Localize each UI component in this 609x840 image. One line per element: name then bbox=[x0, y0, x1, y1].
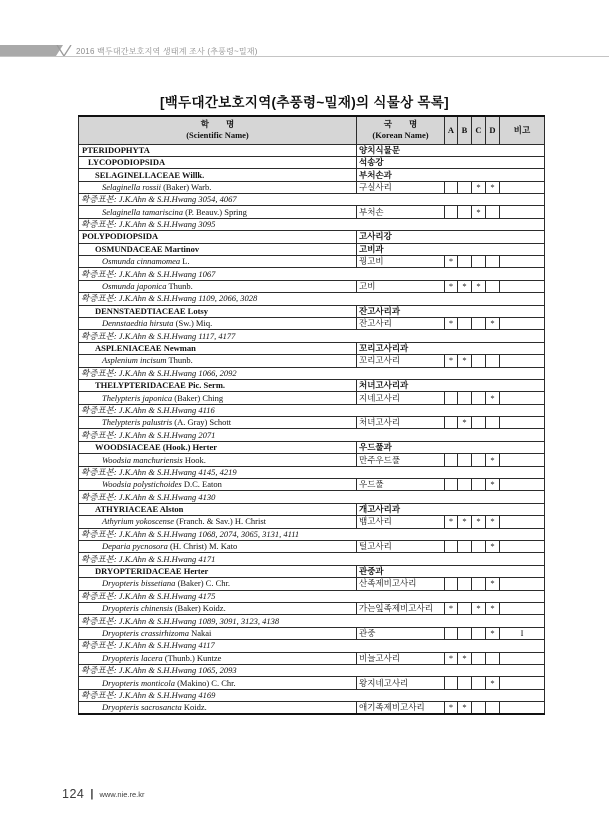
species-korean-name: 비늘고사리 bbox=[357, 652, 445, 664]
table-header bbox=[79, 116, 545, 144]
site-mark-c bbox=[472, 317, 486, 329]
col-korean-name bbox=[357, 116, 445, 144]
voucher-text: 확증표본: J.K.Ahn & S.H.Hwang 4171 bbox=[79, 553, 545, 565]
family-korean-name: 관중과 bbox=[357, 565, 545, 577]
chevron-icon bbox=[56, 45, 72, 56]
species-binomial: Athyrium yokoscense bbox=[102, 516, 174, 527]
family-row bbox=[79, 243, 545, 255]
site-mark-a bbox=[445, 181, 458, 193]
species-korean-name: 처녀고사리 bbox=[357, 417, 445, 429]
species-row bbox=[79, 479, 545, 491]
voucher-text: 확증표본: J.K.Ahn & S.H.Hwang 1067 bbox=[79, 268, 545, 280]
site-mark-d: * bbox=[486, 541, 500, 553]
species-row bbox=[79, 652, 545, 664]
class-korean-name: 석송강 bbox=[357, 156, 545, 168]
division-korean-name: 고사리강 bbox=[357, 231, 545, 243]
family-row bbox=[79, 305, 545, 317]
species-korean-name: 지네고사리 bbox=[357, 392, 445, 404]
note-cell bbox=[500, 578, 545, 590]
site-mark-d bbox=[486, 280, 500, 292]
species-row bbox=[79, 677, 545, 689]
species-authority: (Baker) Koidz. bbox=[174, 603, 226, 614]
site-mark-b bbox=[458, 479, 472, 491]
site-mark-b: * bbox=[458, 355, 472, 367]
species-binomial: Dryopteris crassirhizoma bbox=[102, 627, 189, 638]
voucher-row bbox=[79, 664, 545, 676]
species-authority: Nakai bbox=[191, 627, 212, 638]
species-binomial: Dryopteris sacrosancta bbox=[102, 702, 182, 713]
page-title: [백두대간보호지역(추풍령~밀재)의 식물상 목록] bbox=[160, 95, 449, 110]
species-authority: (Baker) Warb. bbox=[163, 181, 212, 192]
voucher-text: 확증표본: J.K.Ahn & S.H.Hwang 3095 bbox=[79, 218, 545, 230]
species-scientific-name bbox=[79, 627, 357, 639]
family-scientific-name: ATHYRIACEAE Alston bbox=[79, 503, 357, 515]
site-mark-a: * bbox=[445, 602, 458, 614]
species-authority: (H. Christ) M. Kato bbox=[170, 541, 238, 552]
family-korean-name: 꼬리고사리과 bbox=[357, 342, 545, 354]
species-authority: (Makino) C. Chr. bbox=[177, 677, 236, 688]
voucher-row bbox=[79, 640, 545, 652]
site-mark-d: * bbox=[486, 479, 500, 491]
species-scientific-name bbox=[79, 454, 357, 466]
family-scientific-name: THELYPTERIDACEAE Pic. Serm. bbox=[79, 379, 357, 391]
species-scientific-name bbox=[79, 206, 357, 218]
species-authority: (Franch. & Sav.) H. Christ bbox=[176, 516, 266, 527]
site-mark-a: * bbox=[445, 652, 458, 664]
species-authority: (Baker) Ching bbox=[174, 392, 224, 403]
site-mark-b bbox=[458, 181, 472, 193]
class-scientific-name: LYCOPODIOPSIDA bbox=[79, 156, 357, 168]
col-site-d: D bbox=[486, 116, 500, 144]
species-scientific-name bbox=[79, 602, 357, 614]
species-authority: (Baker) C. Chr. bbox=[177, 578, 230, 589]
species-row bbox=[79, 454, 545, 466]
site-mark-a bbox=[445, 206, 458, 218]
voucher-text: 확증표본: J.K.Ahn & S.H.Hwang 4117 bbox=[79, 640, 545, 652]
species-scientific-name bbox=[79, 578, 357, 590]
note-cell bbox=[500, 454, 545, 466]
site-mark-a bbox=[445, 677, 458, 689]
note-cell bbox=[500, 479, 545, 491]
note-cell bbox=[500, 392, 545, 404]
site-mark-c bbox=[472, 256, 486, 268]
voucher-text: 확증표본: J.K.Ahn & S.H.Hwang 3054, 4067 bbox=[79, 194, 545, 206]
species-row bbox=[79, 392, 545, 404]
species-row bbox=[79, 516, 545, 528]
voucher-row bbox=[79, 491, 545, 503]
site-mark-b bbox=[458, 392, 472, 404]
voucher-row bbox=[79, 528, 545, 540]
site-mark-d bbox=[486, 256, 500, 268]
species-binomial: Osmunda cinnamomea bbox=[102, 256, 181, 267]
species-binomial: Selaginella tamariscina bbox=[102, 206, 183, 217]
site-mark-b bbox=[458, 541, 472, 553]
table-body bbox=[79, 144, 545, 714]
voucher-row bbox=[79, 615, 545, 627]
site-mark-a bbox=[445, 479, 458, 491]
species-binomial: Deparia pycnosora bbox=[102, 541, 168, 552]
voucher-text: 확증표본: J.K.Ahn & S.H.Hwang 1109, 2066, 3028 bbox=[79, 293, 545, 305]
voucher-text: 확증표본: J.K.Ahn & S.H.Hwang 4130 bbox=[79, 491, 545, 503]
class-row bbox=[79, 156, 545, 168]
col-site-b: B bbox=[458, 116, 472, 144]
voucher-text: 확증표본: J.K.Ahn & S.H.Hwang 2071 bbox=[79, 429, 545, 441]
site-mark-d bbox=[486, 206, 500, 218]
site-mark-a bbox=[445, 392, 458, 404]
species-korean-name: 산족제비고사리 bbox=[357, 578, 445, 590]
col-scientific-name bbox=[79, 116, 357, 144]
note-cell bbox=[500, 417, 545, 429]
species-korean-name: 구실사리 bbox=[357, 181, 445, 193]
col-scientific-name-en: (Scientific Name) bbox=[186, 130, 249, 141]
col-korean-name-en: (Korean Name) bbox=[372, 130, 429, 141]
site-mark-d bbox=[486, 417, 500, 429]
site-mark-d: * bbox=[486, 677, 500, 689]
site-mark-b: * bbox=[458, 702, 472, 714]
voucher-row bbox=[79, 367, 545, 379]
species-binomial: Dennstaedtia hirsuta bbox=[102, 318, 174, 329]
col-site-a: A bbox=[445, 116, 458, 144]
header-row bbox=[79, 116, 545, 144]
page-footer bbox=[62, 787, 144, 801]
species-authority: (P. Beauv.) Spring bbox=[185, 206, 247, 217]
species-korean-name: 가는잎족제비고사리 bbox=[357, 602, 445, 614]
site-mark-d: * bbox=[486, 516, 500, 528]
site-mark-c bbox=[472, 392, 486, 404]
species-authority: (A. Gray) Schott bbox=[174, 417, 232, 428]
family-scientific-name: DENNSTAEDTIACEAE Lotsy bbox=[79, 305, 357, 317]
site-mark-a: * bbox=[445, 280, 458, 292]
site-mark-a: * bbox=[445, 702, 458, 714]
family-korean-name: 처녀고사리과 bbox=[357, 379, 545, 391]
voucher-row bbox=[79, 466, 545, 478]
site-mark-c: * bbox=[472, 516, 486, 528]
family-row bbox=[79, 503, 545, 515]
note-cell bbox=[500, 677, 545, 689]
species-scientific-name bbox=[79, 256, 357, 268]
division-scientific-name: POLYPODIOPSIDA bbox=[79, 231, 357, 243]
page-number: 124 bbox=[62, 787, 85, 801]
site-mark-c: * bbox=[472, 280, 486, 292]
family-scientific-name: WOODSIACEAE (Hook.) Herter bbox=[79, 441, 357, 453]
site-mark-a: * bbox=[445, 256, 458, 268]
voucher-row bbox=[79, 689, 545, 701]
family-row bbox=[79, 169, 545, 181]
header-rule bbox=[0, 56, 609, 57]
site-mark-c bbox=[472, 541, 486, 553]
species-binomial: Thelypteris japonica bbox=[102, 392, 173, 403]
species-scientific-name bbox=[79, 702, 357, 714]
site-mark-a: * bbox=[445, 355, 458, 367]
note-cell bbox=[500, 602, 545, 614]
species-binomial: Dryopteris lacera bbox=[102, 652, 163, 663]
site-mark-d: * bbox=[486, 602, 500, 614]
species-authority: Koidz. bbox=[183, 702, 207, 713]
species-row bbox=[79, 417, 545, 429]
species-authority: L. bbox=[182, 256, 190, 267]
species-korean-name: 우드풀 bbox=[357, 479, 445, 491]
header-ribbon bbox=[0, 45, 63, 56]
site-mark-c bbox=[472, 454, 486, 466]
site-mark-c bbox=[472, 652, 486, 664]
species-scientific-name bbox=[79, 516, 357, 528]
note-cell bbox=[500, 256, 545, 268]
division-row bbox=[79, 231, 545, 243]
species-korean-name: 애기족제비고사리 bbox=[357, 702, 445, 714]
voucher-text: 확증표본: J.K.Ahn & S.H.Hwang 4169 bbox=[79, 689, 545, 701]
division-korean-name: 양치식물문 bbox=[357, 144, 545, 156]
site-mark-d bbox=[486, 702, 500, 714]
species-scientific-name bbox=[79, 677, 357, 689]
footer-separator: | bbox=[90, 788, 94, 800]
species-row bbox=[79, 280, 545, 292]
site-mark-a bbox=[445, 541, 458, 553]
site-mark-c: * bbox=[472, 181, 486, 193]
species-binomial: Osmunda japonica bbox=[102, 281, 167, 292]
site-mark-d bbox=[486, 652, 500, 664]
site-mark-d: * bbox=[486, 578, 500, 590]
voucher-row bbox=[79, 194, 545, 206]
species-binomial: Selaginella rossii bbox=[102, 181, 161, 192]
site-mark-b bbox=[458, 454, 472, 466]
site-mark-b bbox=[458, 627, 472, 639]
voucher-text: 확증표본: J.K.Ahn & S.H.Hwang 4116 bbox=[79, 404, 545, 416]
site-mark-a: * bbox=[445, 317, 458, 329]
voucher-text: 확증표본: J.K.Ahn & S.H.Hwang 1068, 2074, 3065, 3131, 4111 bbox=[79, 528, 545, 540]
family-scientific-name: ASPLENIACEAE Newman bbox=[79, 342, 357, 354]
voucher-text: 확증표본: J.K.Ahn & S.H.Hwang 4175 bbox=[79, 590, 545, 602]
note-cell: I bbox=[500, 627, 545, 639]
voucher-row bbox=[79, 429, 545, 441]
species-authority: (Thunb.) Kuntze bbox=[164, 652, 222, 663]
site-mark-d: * bbox=[486, 317, 500, 329]
voucher-row bbox=[79, 330, 545, 342]
site-mark-a bbox=[445, 578, 458, 590]
species-scientific-name bbox=[79, 280, 357, 292]
col-scientific-name-kr: 학 명 bbox=[200, 119, 235, 130]
col-korean-name-kr: 국 명 bbox=[383, 119, 418, 130]
species-binomial: Dryopteris bissetiana bbox=[102, 578, 176, 589]
species-scientific-name bbox=[79, 317, 357, 329]
site-mark-b bbox=[458, 578, 472, 590]
voucher-text: 확증표본: J.K.Ahn & S.H.Hwang 1117, 4177 bbox=[79, 330, 545, 342]
species-binomial: Woodsia polystichoides bbox=[102, 479, 182, 490]
site-mark-d: * bbox=[486, 454, 500, 466]
family-scientific-name: OSMUNDACEAE Martinov bbox=[79, 243, 357, 255]
family-korean-name: 부처손과 bbox=[357, 169, 545, 181]
site-mark-b: * bbox=[458, 516, 472, 528]
species-korean-name: 왕지네고사리 bbox=[357, 677, 445, 689]
species-row bbox=[79, 206, 545, 218]
family-korean-name: 우드풀과 bbox=[357, 441, 545, 453]
species-scientific-name bbox=[79, 652, 357, 664]
species-row bbox=[79, 541, 545, 553]
species-scientific-name bbox=[79, 181, 357, 193]
voucher-text: 확증표본: J.K.Ahn & S.H.Hwang 1089, 3091, 3123, 4138 bbox=[79, 615, 545, 627]
species-binomial: Woodsia manchuriensis bbox=[102, 454, 183, 465]
site-mark-c bbox=[472, 479, 486, 491]
species-scientific-name bbox=[79, 479, 357, 491]
site-mark-c bbox=[472, 627, 486, 639]
voucher-row bbox=[79, 553, 545, 565]
voucher-row bbox=[79, 268, 545, 280]
voucher-row bbox=[79, 293, 545, 305]
site-mark-c: * bbox=[472, 206, 486, 218]
family-row bbox=[79, 565, 545, 577]
family-korean-name: 고비과 bbox=[357, 243, 545, 255]
note-cell bbox=[500, 516, 545, 528]
division-scientific-name: PTERIDOPHYTA bbox=[79, 144, 357, 156]
species-korean-name: 털고사리 bbox=[357, 541, 445, 553]
site-mark-a bbox=[445, 454, 458, 466]
note-cell bbox=[500, 317, 545, 329]
site-mark-d: * bbox=[486, 181, 500, 193]
voucher-row bbox=[79, 590, 545, 602]
site-mark-b bbox=[458, 256, 472, 268]
species-korean-name: 꿩고비 bbox=[357, 256, 445, 268]
species-authority: D.C. Eaton bbox=[183, 479, 222, 490]
species-binomial: Dryopteris chinensis bbox=[102, 603, 173, 614]
species-row bbox=[79, 355, 545, 367]
voucher-text: 확증표본: J.K.Ahn & S.H.Hwang 1066, 2092 bbox=[79, 367, 545, 379]
site-mark-b: * bbox=[458, 280, 472, 292]
note-cell bbox=[500, 355, 545, 367]
species-binomial: Dryopteris monticola bbox=[102, 677, 175, 688]
species-binomial: Asplenium incisum bbox=[102, 355, 167, 366]
family-korean-name: 개고사리과 bbox=[357, 503, 545, 515]
species-authority: Thunb. bbox=[168, 281, 193, 292]
species-korean-name: 고비 bbox=[357, 280, 445, 292]
voucher-row bbox=[79, 404, 545, 416]
site-mark-c bbox=[472, 417, 486, 429]
species-scientific-name bbox=[79, 417, 357, 429]
voucher-text: 확증표본: J.K.Ahn & S.H.Hwang 4145, 4219 bbox=[79, 466, 545, 478]
site-mark-b bbox=[458, 677, 472, 689]
family-scientific-name: DRYOPTERIDACEAE Herter bbox=[79, 565, 357, 577]
family-korean-name: 잔고사리과 bbox=[357, 305, 545, 317]
species-korean-name: 뱀고사리 bbox=[357, 516, 445, 528]
species-korean-name: 꼬리고사리 bbox=[357, 355, 445, 367]
species-row bbox=[79, 627, 545, 639]
species-scientific-name bbox=[79, 392, 357, 404]
note-cell bbox=[500, 702, 545, 714]
footer-website: www.nie.re.kr bbox=[99, 789, 145, 799]
voucher-row bbox=[79, 218, 545, 230]
note-cell bbox=[500, 206, 545, 218]
species-scientific-name bbox=[79, 541, 357, 553]
division-row bbox=[79, 144, 545, 156]
site-mark-c bbox=[472, 702, 486, 714]
site-mark-d: * bbox=[486, 392, 500, 404]
site-mark-b bbox=[458, 602, 472, 614]
family-row bbox=[79, 441, 545, 453]
header-breadcrumb: 2016 백두대간보호지역 생태계 조사 (추풍령~밀재) bbox=[76, 47, 258, 56]
site-mark-d bbox=[486, 355, 500, 367]
site-mark-c: * bbox=[472, 602, 486, 614]
species-scientific-name bbox=[79, 355, 357, 367]
site-mark-a bbox=[445, 417, 458, 429]
site-mark-c bbox=[472, 677, 486, 689]
species-korean-name: 관중 bbox=[357, 627, 445, 639]
species-row bbox=[79, 317, 545, 329]
family-scientific-name: SELAGINELLACEAE Willk. bbox=[79, 169, 357, 181]
species-authority: (Sw.) Miq. bbox=[175, 318, 213, 329]
species-korean-name: 만주우드풀 bbox=[357, 454, 445, 466]
site-mark-b: * bbox=[458, 652, 472, 664]
site-mark-b bbox=[458, 206, 472, 218]
species-authority: Thunb. bbox=[168, 355, 193, 366]
col-note: 비고 bbox=[500, 116, 545, 144]
site-mark-c bbox=[472, 355, 486, 367]
flora-table bbox=[78, 115, 545, 715]
species-korean-name: 부처손 bbox=[357, 206, 445, 218]
species-row bbox=[79, 256, 545, 268]
species-authority: Hook. bbox=[184, 454, 206, 465]
site-mark-a: * bbox=[445, 516, 458, 528]
family-row bbox=[79, 379, 545, 391]
note-cell bbox=[500, 181, 545, 193]
species-row bbox=[79, 702, 545, 714]
note-cell bbox=[500, 652, 545, 664]
site-mark-a bbox=[445, 627, 458, 639]
species-row bbox=[79, 602, 545, 614]
voucher-text: 확증표본: J.K.Ahn & S.H.Hwang 1065, 2093 bbox=[79, 664, 545, 676]
species-korean-name: 잔고사리 bbox=[357, 317, 445, 329]
note-cell bbox=[500, 541, 545, 553]
site-mark-d: * bbox=[486, 627, 500, 639]
note-cell bbox=[500, 280, 545, 292]
col-site-c: C bbox=[472, 116, 486, 144]
species-row bbox=[79, 578, 545, 590]
site-mark-b: * bbox=[458, 417, 472, 429]
site-mark-b bbox=[458, 317, 472, 329]
species-binomial: Thelypteris palustris bbox=[102, 417, 173, 428]
site-mark-c bbox=[472, 578, 486, 590]
family-row bbox=[79, 342, 545, 354]
species-row bbox=[79, 181, 545, 193]
